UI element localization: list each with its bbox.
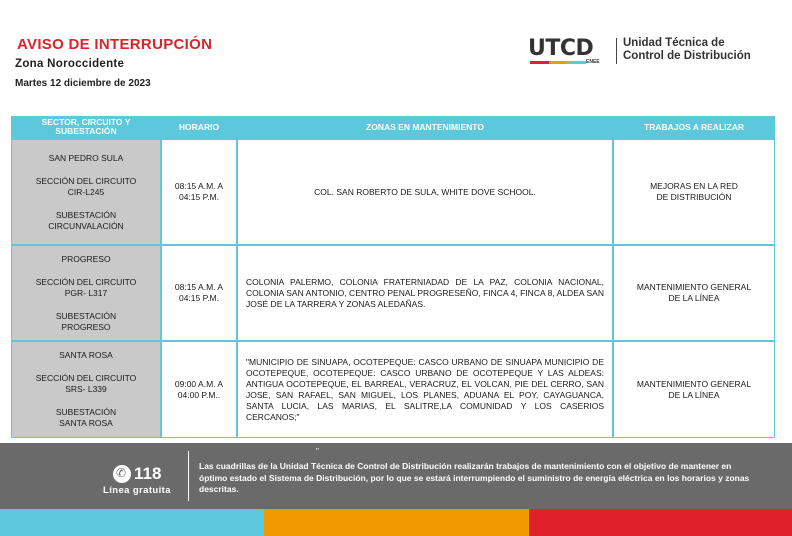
table-row-2-schedule: 08:15 A.M. A 04:15 P.M. (162, 246, 236, 340)
table-row-3-work: MANTENIMIENTO GENERAL DE LA LÍNEA (614, 342, 774, 437)
table-row-2-zones: COLONIA PALERMO, COLONIA FRATERNIADAD DE LA PAZ, COLONIA NACIONAL, COLONIA SAN ANTONIO, CENTRO PENAL PROGRESEÑO, FINCA 4, FINCA 8, ALDEA SAN JOSÉ DE LA TARRERA Y ZONAS ALEDAÑAS. (238, 246, 612, 340)
sector-name: SAN PEDRO SULA (48, 152, 124, 163)
color-stripes (0, 509, 792, 536)
logo-name-line2: Control de Distribución (623, 50, 751, 62)
logo-wordmark: UTCD (528, 36, 594, 61)
stripe-red (529, 509, 792, 536)
footer-notice: Las cuadrillas de la Unidad Técnica de Control de Distribución realizarán trabajos de mantenimiento con el objetivo de mantener en óptimo estado el Sistema de Distribución, por lo que se estará interrumpiendo el suministro de energía eléctrica en los horarios y zonas descritas. (199, 461, 750, 494)
header-sector: SECTOR, CIRCUITO Y SUBESTACIÓN (41, 117, 131, 136)
outage-table (11, 116, 775, 438)
table-header (11, 116, 775, 138)
substation-label: SUBESTACIÓN PROGRESO (55, 310, 117, 332)
circuit-label: SECCIÓN DEL CIRCUITO PGR- L317 (35, 276, 137, 298)
header-work: TRABAJOS A REALIZAR (644, 121, 744, 132)
utcd-logo (528, 36, 768, 68)
footer-banner (0, 443, 792, 509)
substation-label: SUBESTACIÓN SANTA ROSA (55, 407, 117, 428)
footer-divider (188, 451, 189, 501)
sector-name: SANTA ROSA (59, 350, 113, 360)
hotline-number[interactable]: 118 (134, 464, 162, 483)
table-row-3-sector (12, 342, 160, 437)
header-schedule: HORARIO (178, 121, 220, 132)
table-row-1-work: MEJORAS EN LA RED DE DISTRIBUCIÓN (614, 140, 774, 244)
stripe-orange (264, 509, 529, 536)
phone-icon (113, 465, 131, 483)
sector-name: PROGRESO (61, 253, 111, 264)
table-row-2-sector (12, 246, 160, 340)
stripe-cyan (0, 509, 264, 536)
circuit-label: SECCIÓN DEL CIRCUITO CIR-L245 (35, 175, 137, 197)
circuit-label: SECCIÓN DEL CIRCUITO SRS- L339 (35, 373, 137, 394)
logo-name-line1: Unidad Técnica de (623, 37, 725, 49)
hotline-label: Línea gratuita (103, 485, 171, 496)
header-zones: ZONAS EN MANTENIMIENTO (366, 121, 484, 132)
table-row-2-work: MANTENIMIENTO GENERAL DE LA LÍNEA (614, 246, 774, 340)
zone-label: Zona Noroccidente (15, 58, 125, 70)
table-row-1-sector (12, 140, 160, 244)
logo-divider (616, 38, 617, 64)
substation-label: SUBESTACIÓN CIRCUNVALACIÓN (48, 209, 124, 231)
footer-quote-mark: " (316, 447, 319, 456)
logo-color-bars (530, 61, 586, 64)
table-row-1-schedule: 08:15 A.M. A 04:15 P.M. (162, 140, 236, 244)
table-row-3-zones: "MUNICIPIO DE SINUAPA, OCOTEPEQUE: CASCO URBANO DE SINUAPA MUNICIPIO DE OCOTEPEQUE, OCOTEPEQUE: CASCO URBANO DE OCOTEPEQUE Y LAS ALDEAS: ANTIGUA OCOTEPEQUE, EL BARREAL, VERACRUZ, EL VOLCAN, PIE DEL CERRO, SAN JOSE, SAN RAFAEL, SAN MIGUEL, LOS PLANES, ADUANA EL POY, CAYAGUANCA, SANTA LUCIA, LAS MARIAS, EL SALITRE,LA COMUNIDAD Y LOS CASERIOS CERCANOS;" (238, 342, 612, 437)
table-row-1-zones: COL. SAN ROBERTO DE SULA, WHITE DOVE SCHOOL. (238, 140, 612, 244)
table-row-3-schedule: 09:00 A.M. A 04:00 P.M.. (162, 342, 236, 437)
notice-title: AVISO DE INTERRUPCIÓN (17, 36, 213, 53)
notice-date: Martes 12 diciembre de 2023 (15, 78, 151, 89)
logo-name (623, 37, 751, 63)
logo-sub: ENEE (586, 59, 600, 65)
